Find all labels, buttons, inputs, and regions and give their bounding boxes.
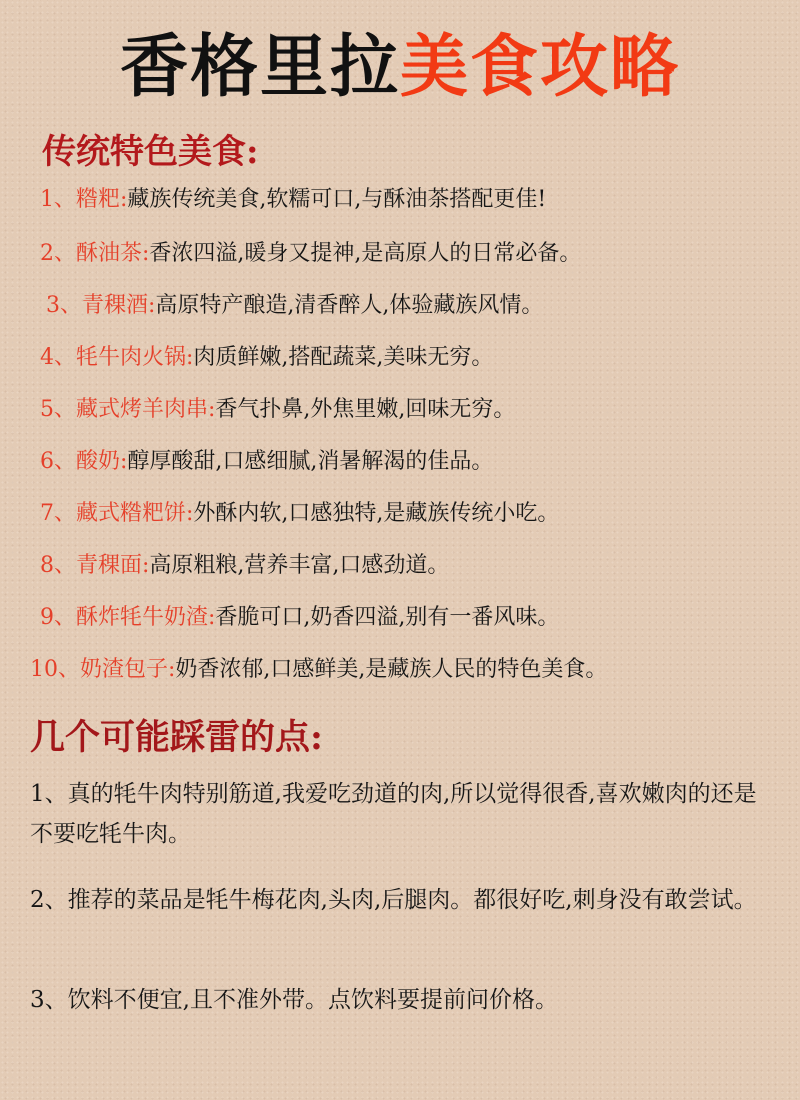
list-item: 1、真的牦牛肉特别筋道,我爱吃劲道的肉,所以觉得很香,喜欢嫩肉的还是不要吃牦牛肉。 bbox=[30, 781, 757, 847]
food-description: 醇厚酸甜,口感细腻,消暑解渴的佳品。 bbox=[127, 449, 494, 474]
food-name: 酸奶: bbox=[76, 449, 128, 474]
food-name: 酥炸牦牛奶渣: bbox=[76, 605, 216, 630]
list-item bbox=[40, 341, 493, 375]
list-item bbox=[40, 445, 493, 479]
list-item bbox=[40, 393, 515, 427]
food-name: 藏式糌粑饼: bbox=[76, 501, 194, 526]
item-number: 8、 bbox=[40, 553, 76, 578]
title-place: 香格里拉 bbox=[119, 28, 400, 107]
title-topic: 美食攻略 bbox=[400, 28, 681, 107]
food-description: 香气扑鼻,外焦里嫩,回味无穷。 bbox=[215, 397, 516, 422]
food-description: 藏族传统美食,软糯可口,与酥油茶搭配更佳! bbox=[127, 187, 547, 212]
food-description: 奶香浓郁,口感鲜美,是藏族人民的特色美食。 bbox=[175, 657, 608, 682]
list-item: 3、饮料不便宜,且不准外带。点饮料要提前问价格。 bbox=[30, 987, 558, 1013]
food-name: 奶渣包子: bbox=[80, 657, 176, 682]
food-name: 酥油茶: bbox=[76, 241, 150, 266]
section-heading-traditional: 传统特色美食: bbox=[42, 132, 259, 172]
food-name: 藏式烤羊肉串: bbox=[76, 397, 216, 422]
item-number: 4、 bbox=[40, 345, 76, 370]
food-description: 肉质鲜嫩,搭配蔬菜,美味无穷。 bbox=[193, 345, 494, 370]
item-number: 3、 bbox=[46, 293, 82, 318]
list-item bbox=[40, 237, 581, 271]
item-number: 1、 bbox=[40, 187, 76, 212]
item-number: 5、 bbox=[40, 397, 76, 422]
food-name: 青稞酒: bbox=[82, 293, 156, 318]
list-item bbox=[40, 497, 559, 531]
food-name: 糌粑: bbox=[76, 187, 128, 212]
food-name: 牦牛肉火锅: bbox=[76, 345, 194, 370]
food-name: 青稞面: bbox=[76, 553, 150, 578]
item-number: 9、 bbox=[40, 605, 76, 630]
list-item bbox=[30, 653, 607, 687]
food-description: 香浓四溢,暖身又提神,是高原人的日常必备。 bbox=[149, 241, 582, 266]
list-item bbox=[40, 183, 546, 217]
food-description: 外酥内软,口感独特,是藏族传统小吃。 bbox=[193, 501, 560, 526]
food-description: 香脆可口,奶香四溢,别有一番风味。 bbox=[215, 605, 560, 630]
food-description: 高原特产酿造,清香醉人,体验藏族风情。 bbox=[155, 293, 544, 318]
section-heading-pitfalls: 几个可能踩雷的点: bbox=[30, 717, 323, 758]
list-item bbox=[40, 549, 449, 583]
item-number: 10、 bbox=[30, 657, 80, 682]
list-item bbox=[40, 601, 559, 635]
list-item: 2、推荐的菜品是牦牛梅花肉,头肉,后腿肉。都很好吃,刺身没有敢尝试。 bbox=[30, 887, 757, 913]
item-number: 6、 bbox=[40, 449, 76, 474]
item-number: 7、 bbox=[40, 501, 76, 526]
food-description: 高原粗粮,营养丰富,口感劲道。 bbox=[149, 553, 450, 578]
list-item bbox=[46, 289, 543, 323]
page-title bbox=[0, 22, 800, 114]
item-number: 2、 bbox=[40, 241, 76, 266]
